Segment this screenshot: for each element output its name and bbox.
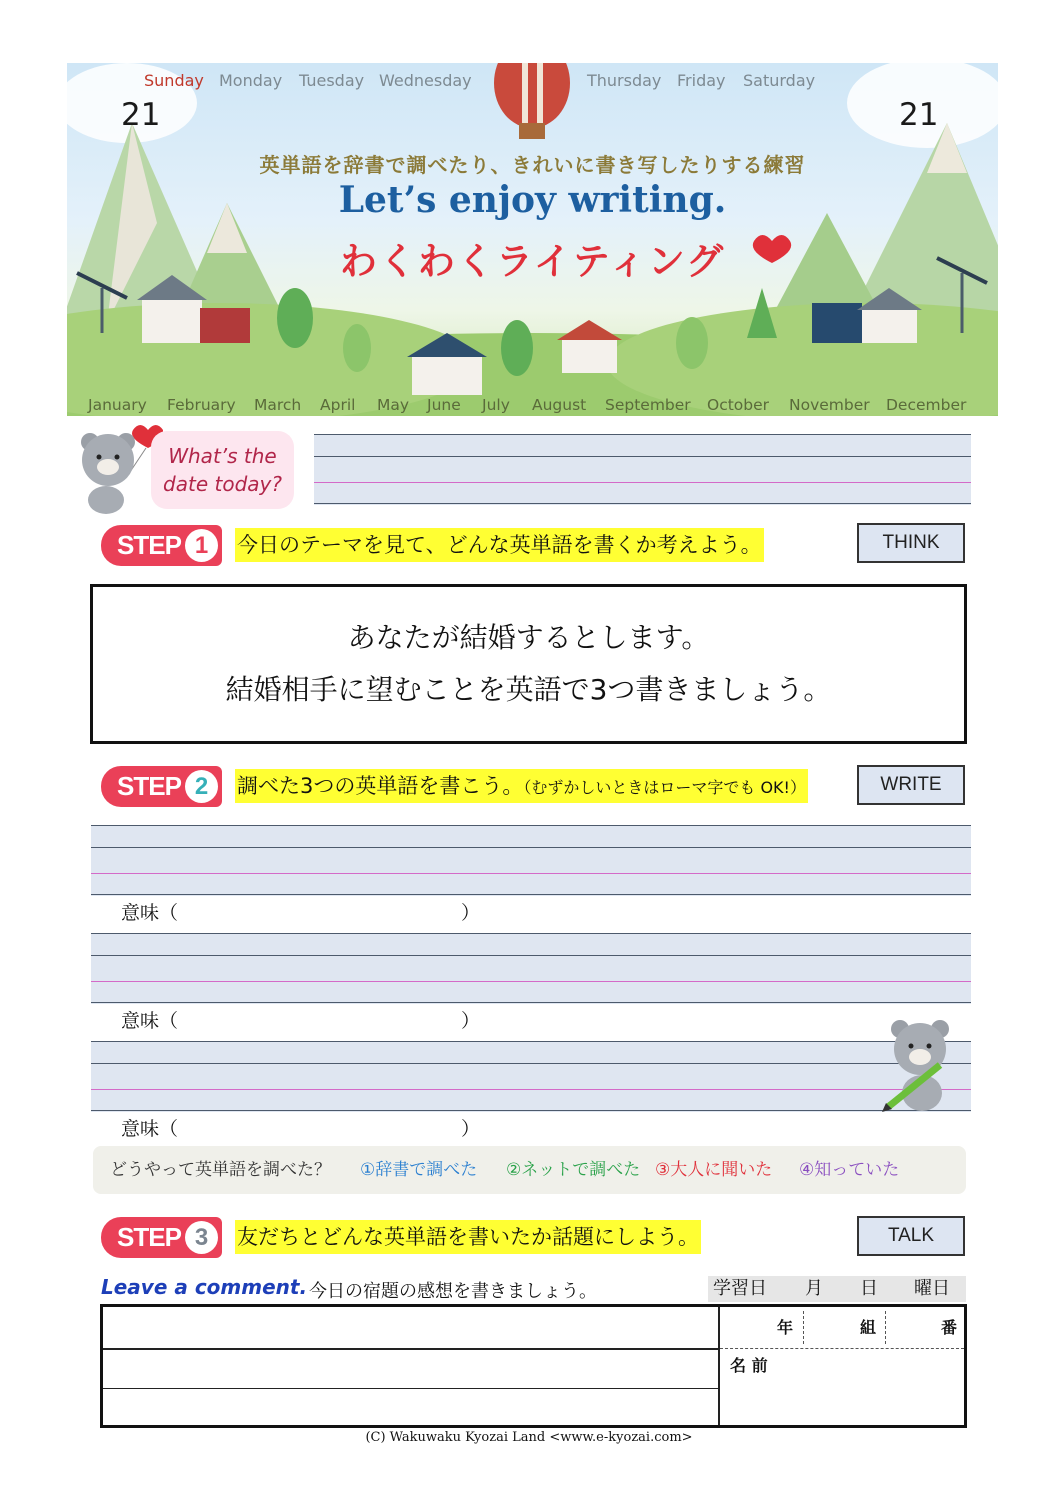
- class-group: 組: [860, 1318, 877, 1337]
- copyright-footer: (C) Wakuwaku Kyozai Land <www.e-kyozai.com>: [365, 1430, 693, 1445]
- class-year: 年: [777, 1318, 794, 1337]
- date-prompt-bubble: What’s the date today?: [151, 431, 294, 509]
- talk-tag: TALK: [857, 1216, 965, 1256]
- step-2-instruction: [235, 769, 808, 803]
- meaning-field-3[interactable]: 意味（ ）: [121, 1118, 481, 1140]
- day-saturday: Saturday: [743, 71, 816, 90]
- bear-with-pencil-icon: [878, 1015, 963, 1113]
- banner-title-english: Let’s enjoy writing.: [338, 179, 727, 221]
- month-december: December: [886, 396, 967, 414]
- theme-line-1: あなたが結婚するとします。: [347, 621, 710, 654]
- lookup-option-dictionary[interactable]: ①辞書で調べた: [360, 1160, 478, 1180]
- study-date-weekday[interactable]: 曜日: [914, 1278, 950, 1299]
- study-date-day[interactable]: 日: [860, 1278, 878, 1299]
- step-1-badge: STEP 1: [101, 525, 222, 566]
- comment-line-1[interactable]: [103, 1307, 718, 1350]
- day-thursday: Thursday: [587, 71, 662, 90]
- word-writing-lines-1[interactable]: [91, 825, 971, 896]
- comment-line-2[interactable]: [103, 1348, 718, 1389]
- lookup-option-knew[interactable]: ④知っていた: [799, 1160, 900, 1180]
- step-2-text: 調べた3つの英単語を書こう。: [237, 774, 524, 798]
- meaning-field-1[interactable]: 意味（ ）: [121, 902, 481, 924]
- lookup-option-adult[interactable]: ③大人に聞いた: [655, 1160, 773, 1180]
- month-january: January: [88, 396, 147, 414]
- month-november: November: [789, 396, 870, 414]
- day-sunday: Sunday: [144, 71, 204, 90]
- month-february: February: [167, 396, 236, 414]
- month-may: May: [377, 396, 410, 414]
- month-april: April: [320, 396, 356, 414]
- banner-subtitle: 英単語を辞書で調べたり、きれいに書き写したりする練習: [259, 153, 806, 177]
- think-tag: THINK: [857, 523, 965, 563]
- theme-line-2: 結婚相手に望むことを英語で3つ書きましょう。: [225, 673, 832, 706]
- step-2-note: （むずかしいときはローマ字でも OK!）: [523, 778, 806, 797]
- step-3-instruction: 友だちとどんな英単語を書いたか話題にしよう。: [235, 1220, 701, 1254]
- step-2-badge: STEP 2: [101, 766, 222, 807]
- month-august: August: [532, 396, 587, 414]
- day-tuesday: Tuesday: [299, 71, 365, 90]
- day-friday: Friday: [677, 71, 726, 90]
- word-writing-lines-2[interactable]: [91, 933, 971, 1004]
- comment-label: Leave a comment.: [101, 1275, 308, 1299]
- study-date-label: 学習日: [713, 1278, 767, 1299]
- comment-instruction: 今日の宿題の感想を書きましょう。: [309, 1281, 597, 1302]
- header-banner: [67, 63, 998, 416]
- day-wednesday: Wednesday: [379, 71, 472, 90]
- month-march: March: [254, 396, 302, 414]
- month-october: October: [707, 396, 770, 414]
- study-date-row: [708, 1276, 966, 1302]
- step-1-instruction: 今日のテーマを見て、どんな英単語を書くか考えよう。: [235, 528, 764, 562]
- class-divider-2: [885, 1311, 887, 1344]
- number-right: 21: [899, 97, 939, 133]
- month-june: June: [427, 396, 461, 414]
- theme-box: [90, 584, 967, 744]
- comment-box: [100, 1304, 967, 1428]
- study-date-month[interactable]: 月: [805, 1278, 823, 1299]
- number-left: 21: [121, 97, 161, 133]
- lookup-option-internet[interactable]: ②ネットで調べた: [506, 1160, 641, 1180]
- banner-title-japanese: わくわくライティング: [339, 240, 726, 283]
- lookup-method-bar: [93, 1146, 966, 1194]
- step-3-badge: STEP 3: [101, 1217, 222, 1258]
- name-label: 名 前: [730, 1356, 768, 1375]
- meaning-field-2[interactable]: 意味（ ）: [121, 1010, 481, 1032]
- comment-line-3[interactable]: [103, 1388, 718, 1425]
- bear-with-balloon-icon: [68, 420, 163, 515]
- day-monday: Monday: [219, 71, 283, 90]
- write-tag: WRITE: [857, 765, 965, 805]
- date-writing-lines[interactable]: [314, 434, 971, 505]
- month-july: July: [482, 396, 510, 414]
- class-divider-1: [803, 1311, 805, 1344]
- class-number: 番: [941, 1318, 958, 1337]
- lookup-question: どうやって英単語を調べた？: [110, 1160, 331, 1180]
- month-september: September: [605, 396, 691, 414]
- class-info-row[interactable]: [720, 1307, 964, 1349]
- word-writing-lines-3[interactable]: [91, 1041, 971, 1112]
